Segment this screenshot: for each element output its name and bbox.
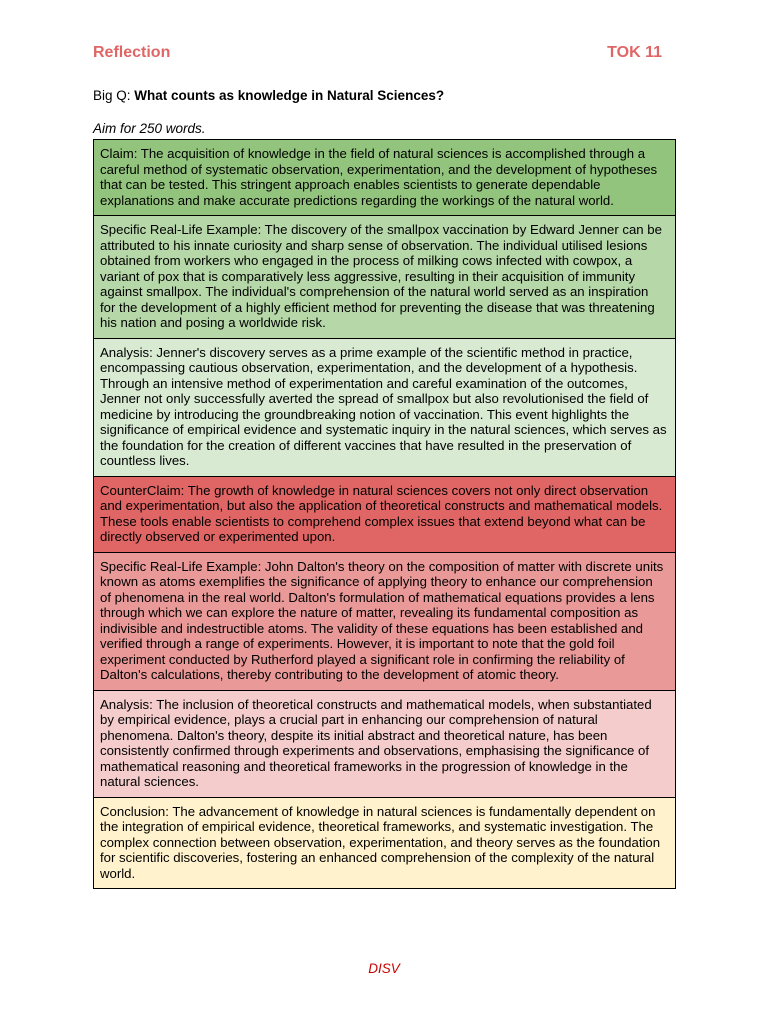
conclusion-cell[interactable]: Conclusion: The advancement of knowledge in natural sciences is fundamentally dependent on the integration of empirical evidence, theoretical frameworks, and systematic investigation. The complex connection between observation, experimentation, and theory serves as the foundation for scientific discoveries, fostering an enhanced comprehension of the complexity of the natural world. bbox=[94, 798, 675, 889]
header-title-reflection: Reflection bbox=[93, 44, 171, 61]
big-question-label: Big Q: bbox=[93, 88, 135, 103]
page-header bbox=[93, 42, 662, 64]
example-jenner-cell[interactable]: Specific Real-Life Example: The discovery of the smallpox vaccination by Edward Jenner can be attributed to his innate curiosity and sharp sense of observation. The individual utilised lesions obtained from workers who engaged in the process of milking cows infected with cowpox, a variant of pox that is comparatively less aggressive, resulting in their acquisition of immunity against smallpox. The individual's comprehension of the natural world served as an inspiration for the development of a highly efficient method for preventing the disease that was threatening his nation and posing a worldwide risk. bbox=[94, 216, 675, 339]
reflection-table bbox=[93, 139, 676, 889]
big-question bbox=[93, 88, 444, 104]
analysis-dalton-cell[interactable]: Analysis: The inclusion of theoretical constructs and mathematical models, when substantiated by empirical evidence, plays a crucial part in enhancing our comprehension of natural phenomena. Dalton's theory, despite its initial abstract and theoretical nature, has been consistently confirmed through experiments and observations, emphasising the significance of mathematical reasoning and theoretical frameworks in the progression of knowledge in the natural sciences. bbox=[94, 691, 675, 798]
analysis-jenner-cell[interactable]: Analysis: Jenner's discovery serves as a prime example of the scientific method in practice, encompassing cautious observation, experimentation, and the development of a hypothesis. Through an intensive method of experimentation and careful examination of the outcomes, Jenner not only successfully averted the spread of smallpox but also revolutionised the field of medicine by introducing the groundbreaking notion of vaccination. This event highlights the significance of empirical evidence and systematic inquiry in the natural sciences, which serves as the foundation for the creation of different vaccines that have resulted in the preservation of countless lives. bbox=[94, 339, 675, 477]
page-footer: DISV bbox=[368, 961, 400, 976]
big-question-text: What counts as knowledge in Natural Sciences? bbox=[134, 88, 445, 103]
example-dalton-cell[interactable]: Specific Real-Life Example: John Dalton's theory on the composition of matter with discrete units known as atoms exemplifies the significance of applying theory to enhance our comprehension of phenomena in the real world. Dalton's formulation of mathematical equations provides a lens through which we can explore the nature of matter, revealing its fundamental composition as indivisible and indestructible atoms. The validity of these equations has been established and verified through a range of experiments. However, it is important to note that the gold foil experiment conducted by Rutherford played a significant role in confirming the reliability of Dalton's calculations, thereby contributing to the development of atomic theory. bbox=[94, 553, 675, 691]
word-count-instruction: Aim for 250 words. bbox=[93, 121, 206, 136]
counterclaim-cell[interactable]: CounterClaim: The growth of knowledge in natural sciences covers not only direct observation and experimentation, but also the application of theoretical constructs and mathematical models. These tools enable scientists to comprehend complex issues that extend beyond what can be directly observed or experimented upon. bbox=[94, 477, 675, 553]
claim-cell[interactable]: Claim: The acquisition of knowledge in the field of natural sciences is accomplished through a careful method of systematic observation, experimentation, and the development of hypotheses that can be tested. This stringent approach enables scientists to generate dependable explanations and make accurate predictions regarding the workings of the natural world. bbox=[94, 140, 675, 216]
header-course-code: TOK 11 bbox=[607, 44, 662, 61]
